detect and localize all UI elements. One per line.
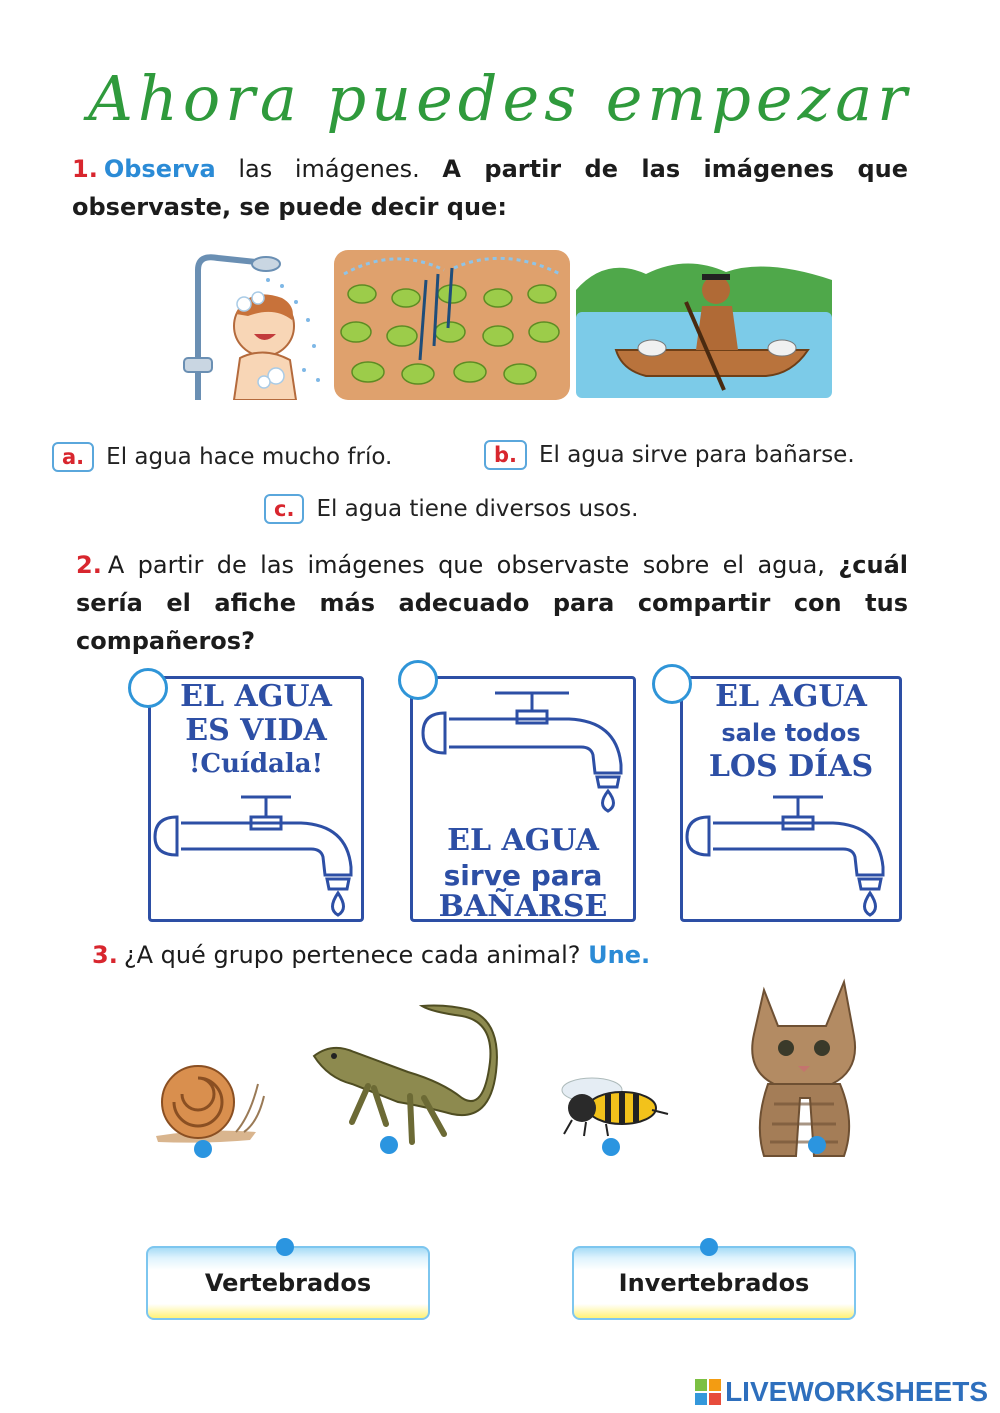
lizard-image <box>312 1002 498 1150</box>
question-2-bold: ¿cuál sería el afiche más adecuado para compartir con tus compañeros? <box>76 551 908 655</box>
lizard-dot[interactable] <box>380 1136 398 1154</box>
river-canoe-illustration <box>576 250 832 400</box>
kitten-dot[interactable] <box>808 1136 826 1154</box>
poster-1-line1: EL AGUA <box>180 679 332 714</box>
question-1-number: 1. <box>72 155 98 183</box>
group-vertebrados-dot[interactable] <box>276 1238 294 1256</box>
question-3-verb: Une. <box>588 941 651 969</box>
poster-1-radio[interactable] <box>128 668 168 708</box>
page-title: Ahora puedes empezar <box>88 62 912 135</box>
liveworksheets-brand <box>695 1376 988 1408</box>
liveworksheets-logo-icon <box>695 1379 721 1405</box>
wasp-dot[interactable] <box>602 1138 620 1156</box>
poster-1-line3: !Cuídala! <box>188 749 324 779</box>
liveworksheets-text: LIVEWORKSHEETS <box>725 1376 988 1407</box>
poster-2 <box>410 676 636 922</box>
question-3-number: 3. <box>92 941 118 969</box>
option-b-letter[interactable]: b. <box>484 440 527 470</box>
question-1-bold: A partir de las imágenes que observaste, se puede decir que: <box>72 155 908 221</box>
group-invertebrados-label: Invertebrados <box>618 1269 810 1297</box>
kitten-image <box>744 974 864 1164</box>
question-3 <box>92 936 912 974</box>
option-c[interactable] <box>264 494 638 524</box>
group-vertebrados[interactable] <box>146 1246 430 1320</box>
shower-illustration <box>178 250 328 400</box>
poster-2-line1: EL AGUA <box>447 823 599 858</box>
faucet-icon <box>151 783 361 919</box>
field-irrigation-illustration <box>334 250 570 400</box>
option-c-text: El agua tiene diversos usos. <box>316 496 639 522</box>
poster-3-line3: LOS DÍAS <box>708 749 874 784</box>
question-2-number: 2. <box>76 551 102 579</box>
poster-3 <box>680 676 902 922</box>
poster-2-radio[interactable] <box>398 660 438 700</box>
poster-1 <box>148 676 364 922</box>
group-invertebrados[interactable] <box>572 1246 856 1320</box>
faucet-icon <box>683 783 899 919</box>
option-b[interactable] <box>484 440 855 470</box>
wasp-image <box>552 1064 670 1138</box>
question-1-text: las imágenes. <box>215 155 443 183</box>
snail-dot[interactable] <box>194 1140 212 1158</box>
question-1 <box>72 150 908 226</box>
group-vertebrados-label: Vertebrados <box>204 1269 372 1297</box>
group-invertebrados-dot[interactable] <box>700 1238 718 1256</box>
option-a-letter[interactable]: a. <box>52 442 94 472</box>
question-3-text: ¿A qué grupo pertenece cada animal? <box>123 941 581 969</box>
question-2-text: A partir de las imágenes que observaste sobre el agua, <box>107 551 839 579</box>
poster-3-radio[interactable] <box>652 664 692 704</box>
poster-3-line1: EL AGUA <box>715 679 867 714</box>
poster-1-line2: ES VIDA <box>185 713 327 748</box>
faucet-icon <box>419 685 633 815</box>
question-1-verb: Observa <box>103 155 216 183</box>
option-a-text: El agua hace mucho frío. <box>106 444 393 470</box>
option-b-text: El agua sirve para bañarse. <box>539 442 855 468</box>
poster-3-line2: sale todos <box>721 719 861 747</box>
poster-2-line3: BAÑARSE <box>438 889 608 924</box>
option-a[interactable] <box>52 442 392 472</box>
question-2 <box>76 546 908 660</box>
snail-image <box>146 1056 266 1146</box>
option-c-letter[interactable]: c. <box>264 494 304 524</box>
poster-2-line2: sirve para <box>443 859 603 892</box>
